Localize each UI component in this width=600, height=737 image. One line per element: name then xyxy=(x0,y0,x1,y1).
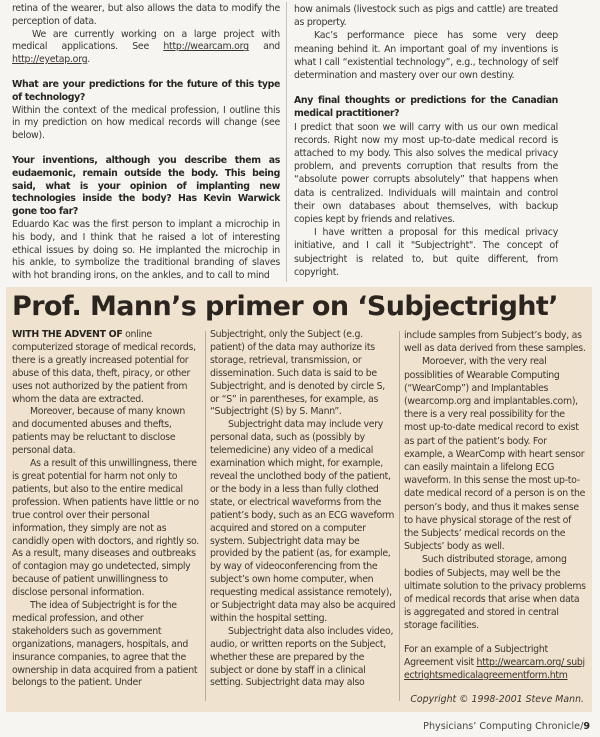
publication-name: Physicians’ Computing Chronicle/ xyxy=(423,721,584,732)
paragraph: Moroever, with the very real possiblities of Wearable Computing (“WearComp”) and Implantables (wearcomp.org and implantables.com), there is a very real possibility for the most up-to-date medical record to exist as part of the patient’s body. For example, a WearComp with heart sensor can easily maintain a lifelong ECG waveform. In this sense the most up-to-date medical record of a person is on the person’s body, and thus it makes sense to have physical storage of the rest of the Subjects’ medical records on the Subjects’ body as well. xyxy=(404,356,586,553)
paragraph: As a result of this unwillingness, there is great potential for harm not only to patients, but also to the entire medical profession. When patients have little or no true control over their personal information, they simply are not as candidly open with doctors, and rightly so. As a result, many diseases and outbreaks of contagion may go undetected, simply because of patient unwillingness to disclose personal information. xyxy=(12,458,199,599)
interview-right-column xyxy=(294,3,558,279)
paragraph: Such distributed storage, among bodies of Subjects, may well be the ultimate solution to the privacy problems of medical records that arise when data is aggregated and stored in central storage facilities. xyxy=(404,554,586,632)
primer-sidebar-box xyxy=(6,287,592,712)
question-heading: Any final thoughts or predictions for the Canadian medical practitioner? xyxy=(294,95,558,120)
eyetap-link[interactable]: http://eyetap.org xyxy=(12,54,88,66)
page-number: 9 xyxy=(583,721,590,732)
paragraph: Kac’s performance piece has some very deep meaning behind it. An important goal of my inventions is what I call “existential technology”, e.g., technology of self determination and mastery over our own destiny. xyxy=(294,30,558,82)
paragraph: Moreover, because of many known and documented abuses and thefts, patients may be reluctant to disclose personal data. xyxy=(12,406,186,457)
interview-section xyxy=(0,0,600,284)
paragraph-with-links xyxy=(12,29,280,67)
text: We are currently working on a large project with medical applications. See xyxy=(12,28,280,53)
paragraph: Subjectright data may include very personal data, such as (possibly by telemedicine) any video of a medical examination which might, for example, reveal the unclothed body of the patient, or the body in a less than fully clothed state, or electrical waveforms from the patient’s body, such as an ECG waveform acquired and stored on a computer system. Subjectright data may be provided by the patient (as, for example, by way of videoconferencing from the subject’s own home computer, when requesting medical assistance remotely), or Subjectright data may also be acquired within the hospital setting. xyxy=(210,419,396,624)
interview-left-column xyxy=(12,3,280,283)
agreement-link[interactable]: http://wearcam.org/ subjectrightsmedicalagreementform.htm xyxy=(404,656,585,682)
column-divider xyxy=(205,331,206,701)
primer-title: Prof. Mann’s primer on ‘Subjectright’ xyxy=(12,291,558,322)
question-heading: What are your predictions for the future of this type of technology? xyxy=(12,78,280,103)
paragraph: how animals (livestock such as pigs and cattle) are treated as property. xyxy=(294,4,558,29)
spacer xyxy=(404,633,588,643)
paragraph: include samples from Subject’s body, as well as data derived from these samples. xyxy=(404,330,586,355)
paragraph: I predict that soon we will carry with us our own medical records. Right now my most up-to-date medical record is attached to my body. This also solves the medical privacy problem, and prevents corruption that results from the “absolute power corrupts absolutely” that happens when data is centralized. Individuals will maintain and control their own databases about themselves, with backup copies kept by friends and relatives. xyxy=(294,121,558,226)
paragraph: I have written a proposal for this medical privacy initiative, and I call it "Subjectright". The concept of subjectright is related to, but quite different, from copyright. xyxy=(294,227,558,278)
primer-column-2 xyxy=(210,329,396,690)
question-heading: Your inventions, although you describe them as eudaemonic, remain outside the body. This being said, what is your opinion of implanting new technologies inside the body? Has Kevin Warwick gone too far? xyxy=(12,154,280,218)
paragraph-with-link xyxy=(404,643,588,683)
paragraph: Within the context of the medical profession, I outline this in my prediction on how medical records will change (see below). xyxy=(12,104,280,142)
text: . xyxy=(87,54,91,66)
text: For an example of a Subjectright Agreement visit xyxy=(404,643,548,668)
paragraph: The idea of Subjectright is for the medical profession, and other stakeholders such as government organizations, managers, hospitals, and insurance companies, to agree that the ownership in data acquired from a patient belongs to the patient. Under xyxy=(12,600,198,689)
paragraph: Eduardo Kac was the first person to implant a microchip in his body, and I think that he raised a lot of interesting ethical issues by doing so. He implanted the microchip in his ankle, to symbolize the traditional branding of slaves with hot branding irons, on the ankles, and to call to mind xyxy=(12,218,280,282)
primer-column-1 xyxy=(12,329,202,690)
text: and xyxy=(248,41,281,53)
paragraph: Subjectright data also includes video, audio, or written reports on the Subject, whether these are prepared by the subject or done by staff in a clinical setting. Subjectright data may also xyxy=(210,625,394,689)
paragraph: retina of the wearer, but also allows the data to modify the perception of data. xyxy=(12,3,280,27)
column-divider xyxy=(286,2,287,282)
paragraph: Subjectright, only the Subject (e.g. patient) of the data may authorize its storage, retrieval, transmission, or dissemination. Such data is said to be Subjectright, and is denoted by circle S, or “S” in parentheses, for example, as “Subjectright (S) by S. Mann”. xyxy=(210,329,385,418)
wearcam-link[interactable]: http://wearcam.org xyxy=(163,41,249,53)
column-divider xyxy=(399,331,400,701)
text: online computerized storage of medical records, there is a greatly increased potential for abuse of this data, theft, piracy, or other uses not authorized by the patient from whom the data are extracted. xyxy=(12,329,196,405)
copyright-notice: Copyright © 1998-2001 Steve Mann. xyxy=(410,694,584,705)
lead-in: WITH THE ADVENT OF xyxy=(12,329,123,340)
page-footer xyxy=(423,720,590,733)
paragraph xyxy=(12,329,202,406)
primer-column-3 xyxy=(404,329,588,682)
